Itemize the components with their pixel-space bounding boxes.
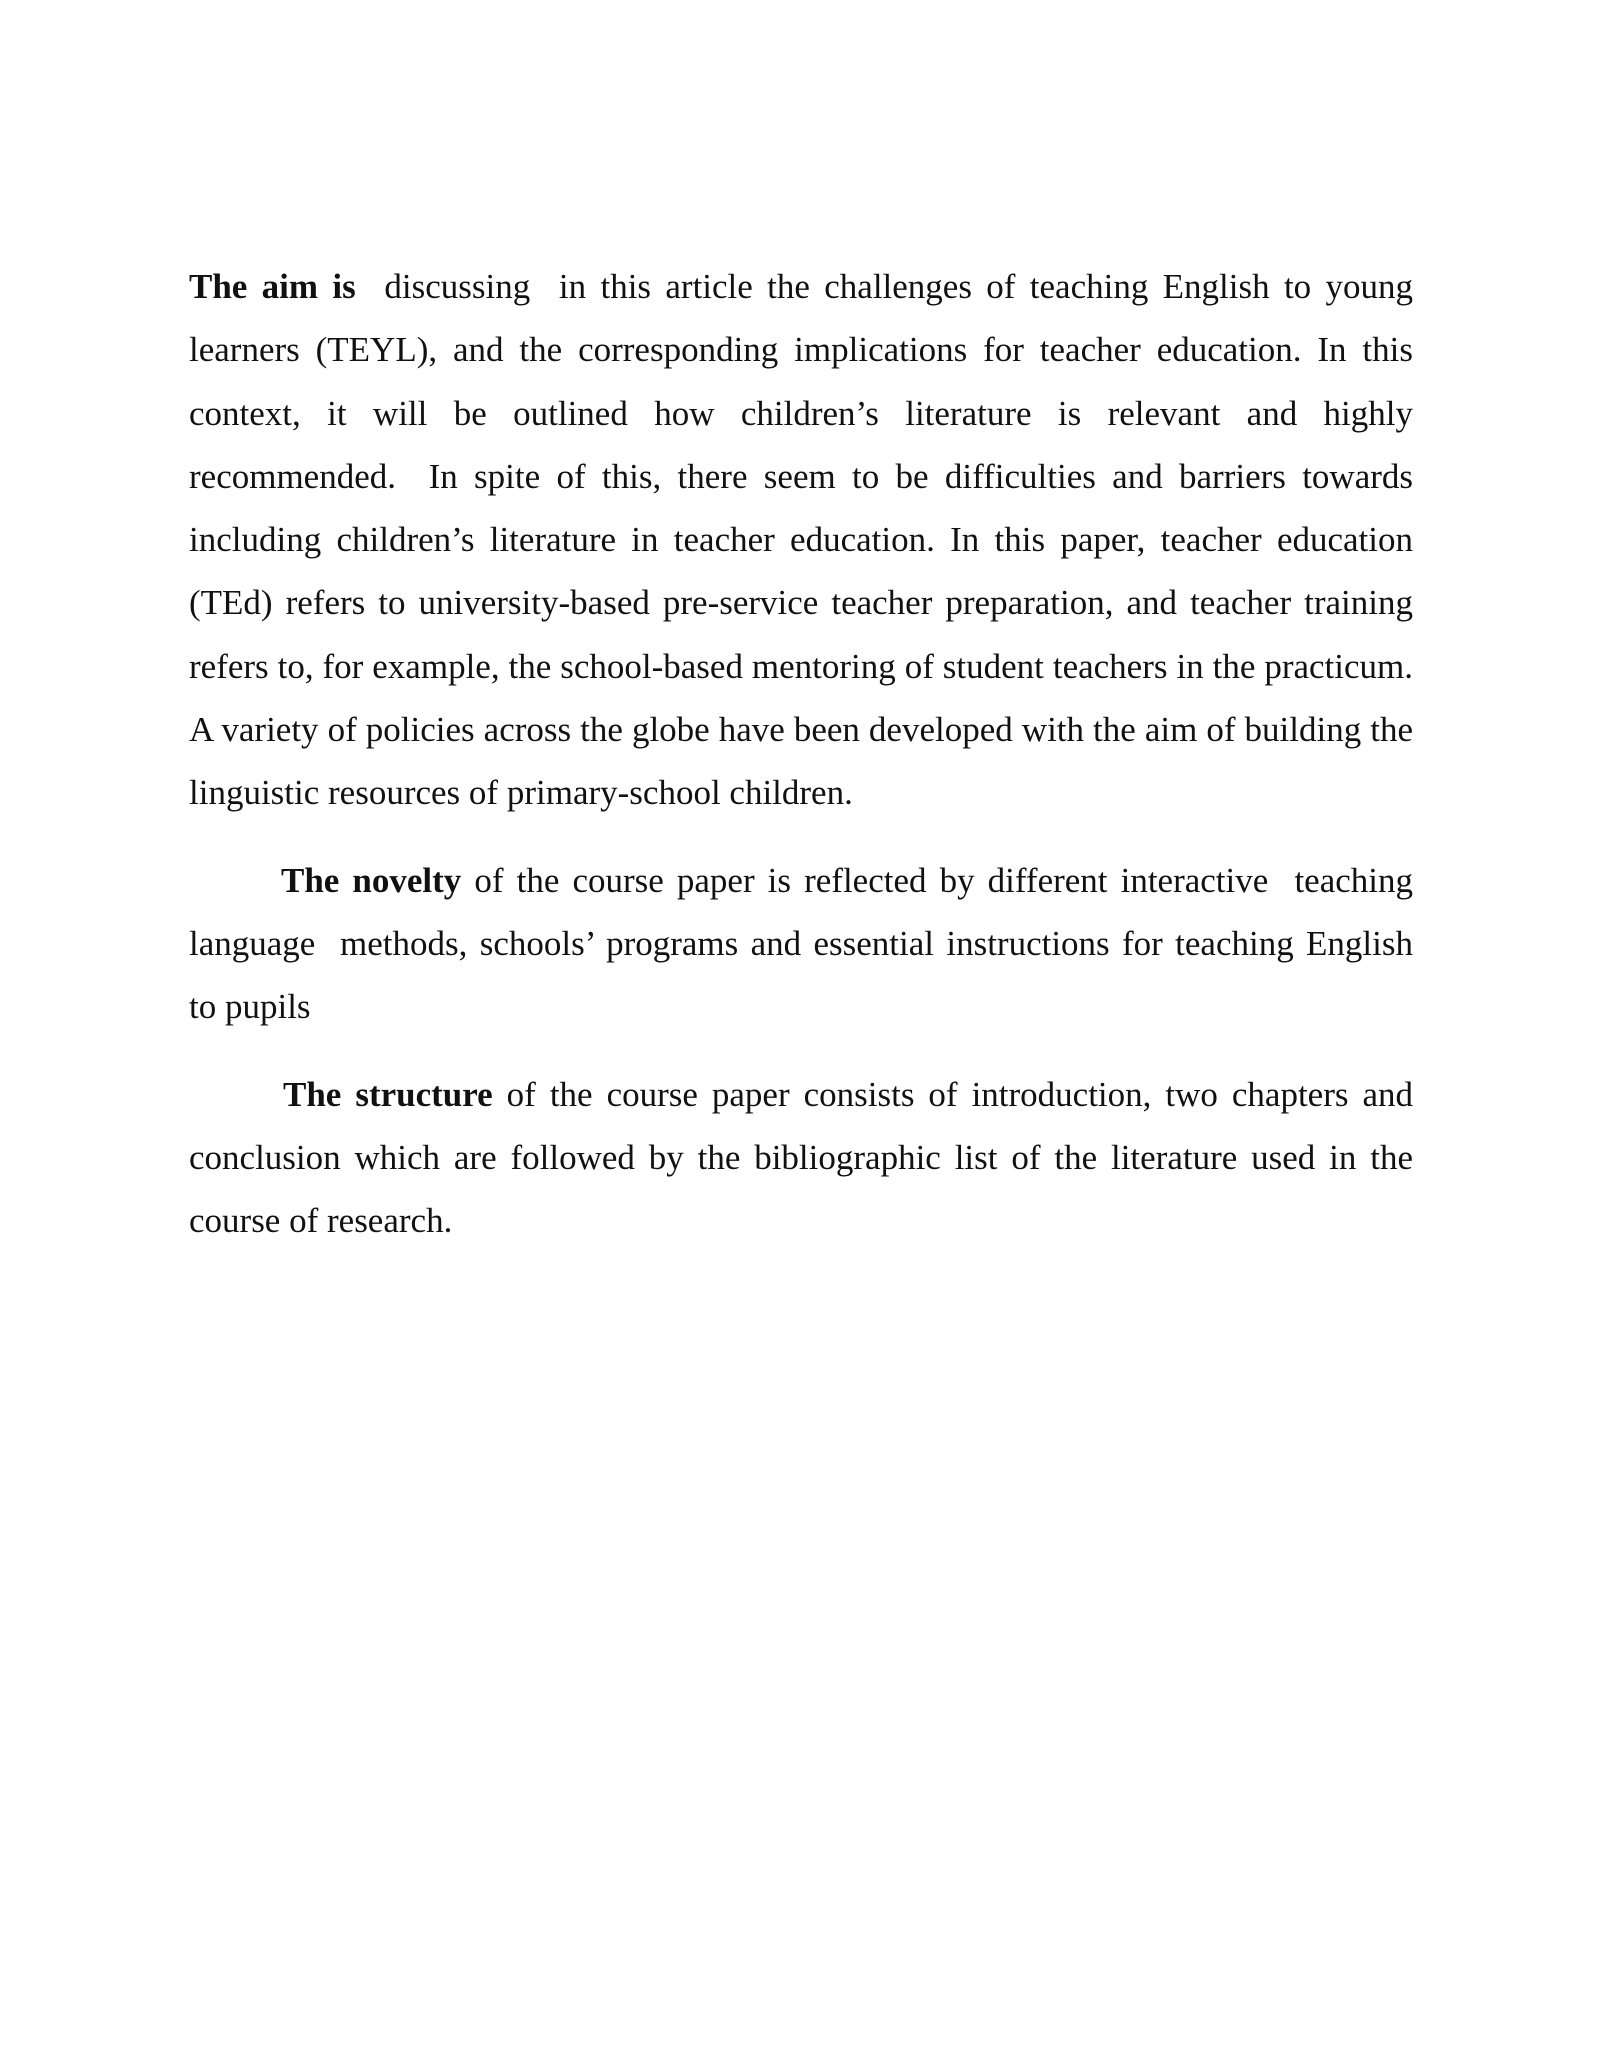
paragraph-aim-text: discussing in this article the challenges of teaching English to young learners (TEYL), and the corresponding implications for teacher education. In this context, it will be outlined how children’s literature is relevant and highly recommended. In spite of this, there seem to be difficulties and barriers towards including children’s literature in teacher education. In this paper, teacher education (TEd) refers to university-based pre-service teacher preparation, and teacher training refers to, for example, the school-based mentoring of student teachers in the practicum. A variety of policies across the globe have been developed with the aim of building the linguistic resources of primary-school children.: [189, 267, 1422, 813]
paragraph-novelty-text: of the course paper is reflected by different interactive teaching language methods, schools’ programs and essential instructions for teaching English to pupils: [189, 860, 1422, 1027]
paragraph-structure: [189, 1063, 1422, 1253]
paragraph-aim: [189, 255, 1422, 825]
paragraph-novelty: [189, 849, 1422, 1039]
paragraph-structure-text: of the course paper consists of introduction, two chapters and conclusion which are followed by the bibliographic list of the literature used in the course of research.: [189, 1074, 1422, 1241]
paragraph-novelty-lead: The novelty: [281, 860, 462, 900]
document-body: [189, 255, 1422, 1252]
paragraph-structure-lead: The structure: [283, 1074, 493, 1114]
paragraph-aim-lead: The aim is: [189, 267, 356, 306]
